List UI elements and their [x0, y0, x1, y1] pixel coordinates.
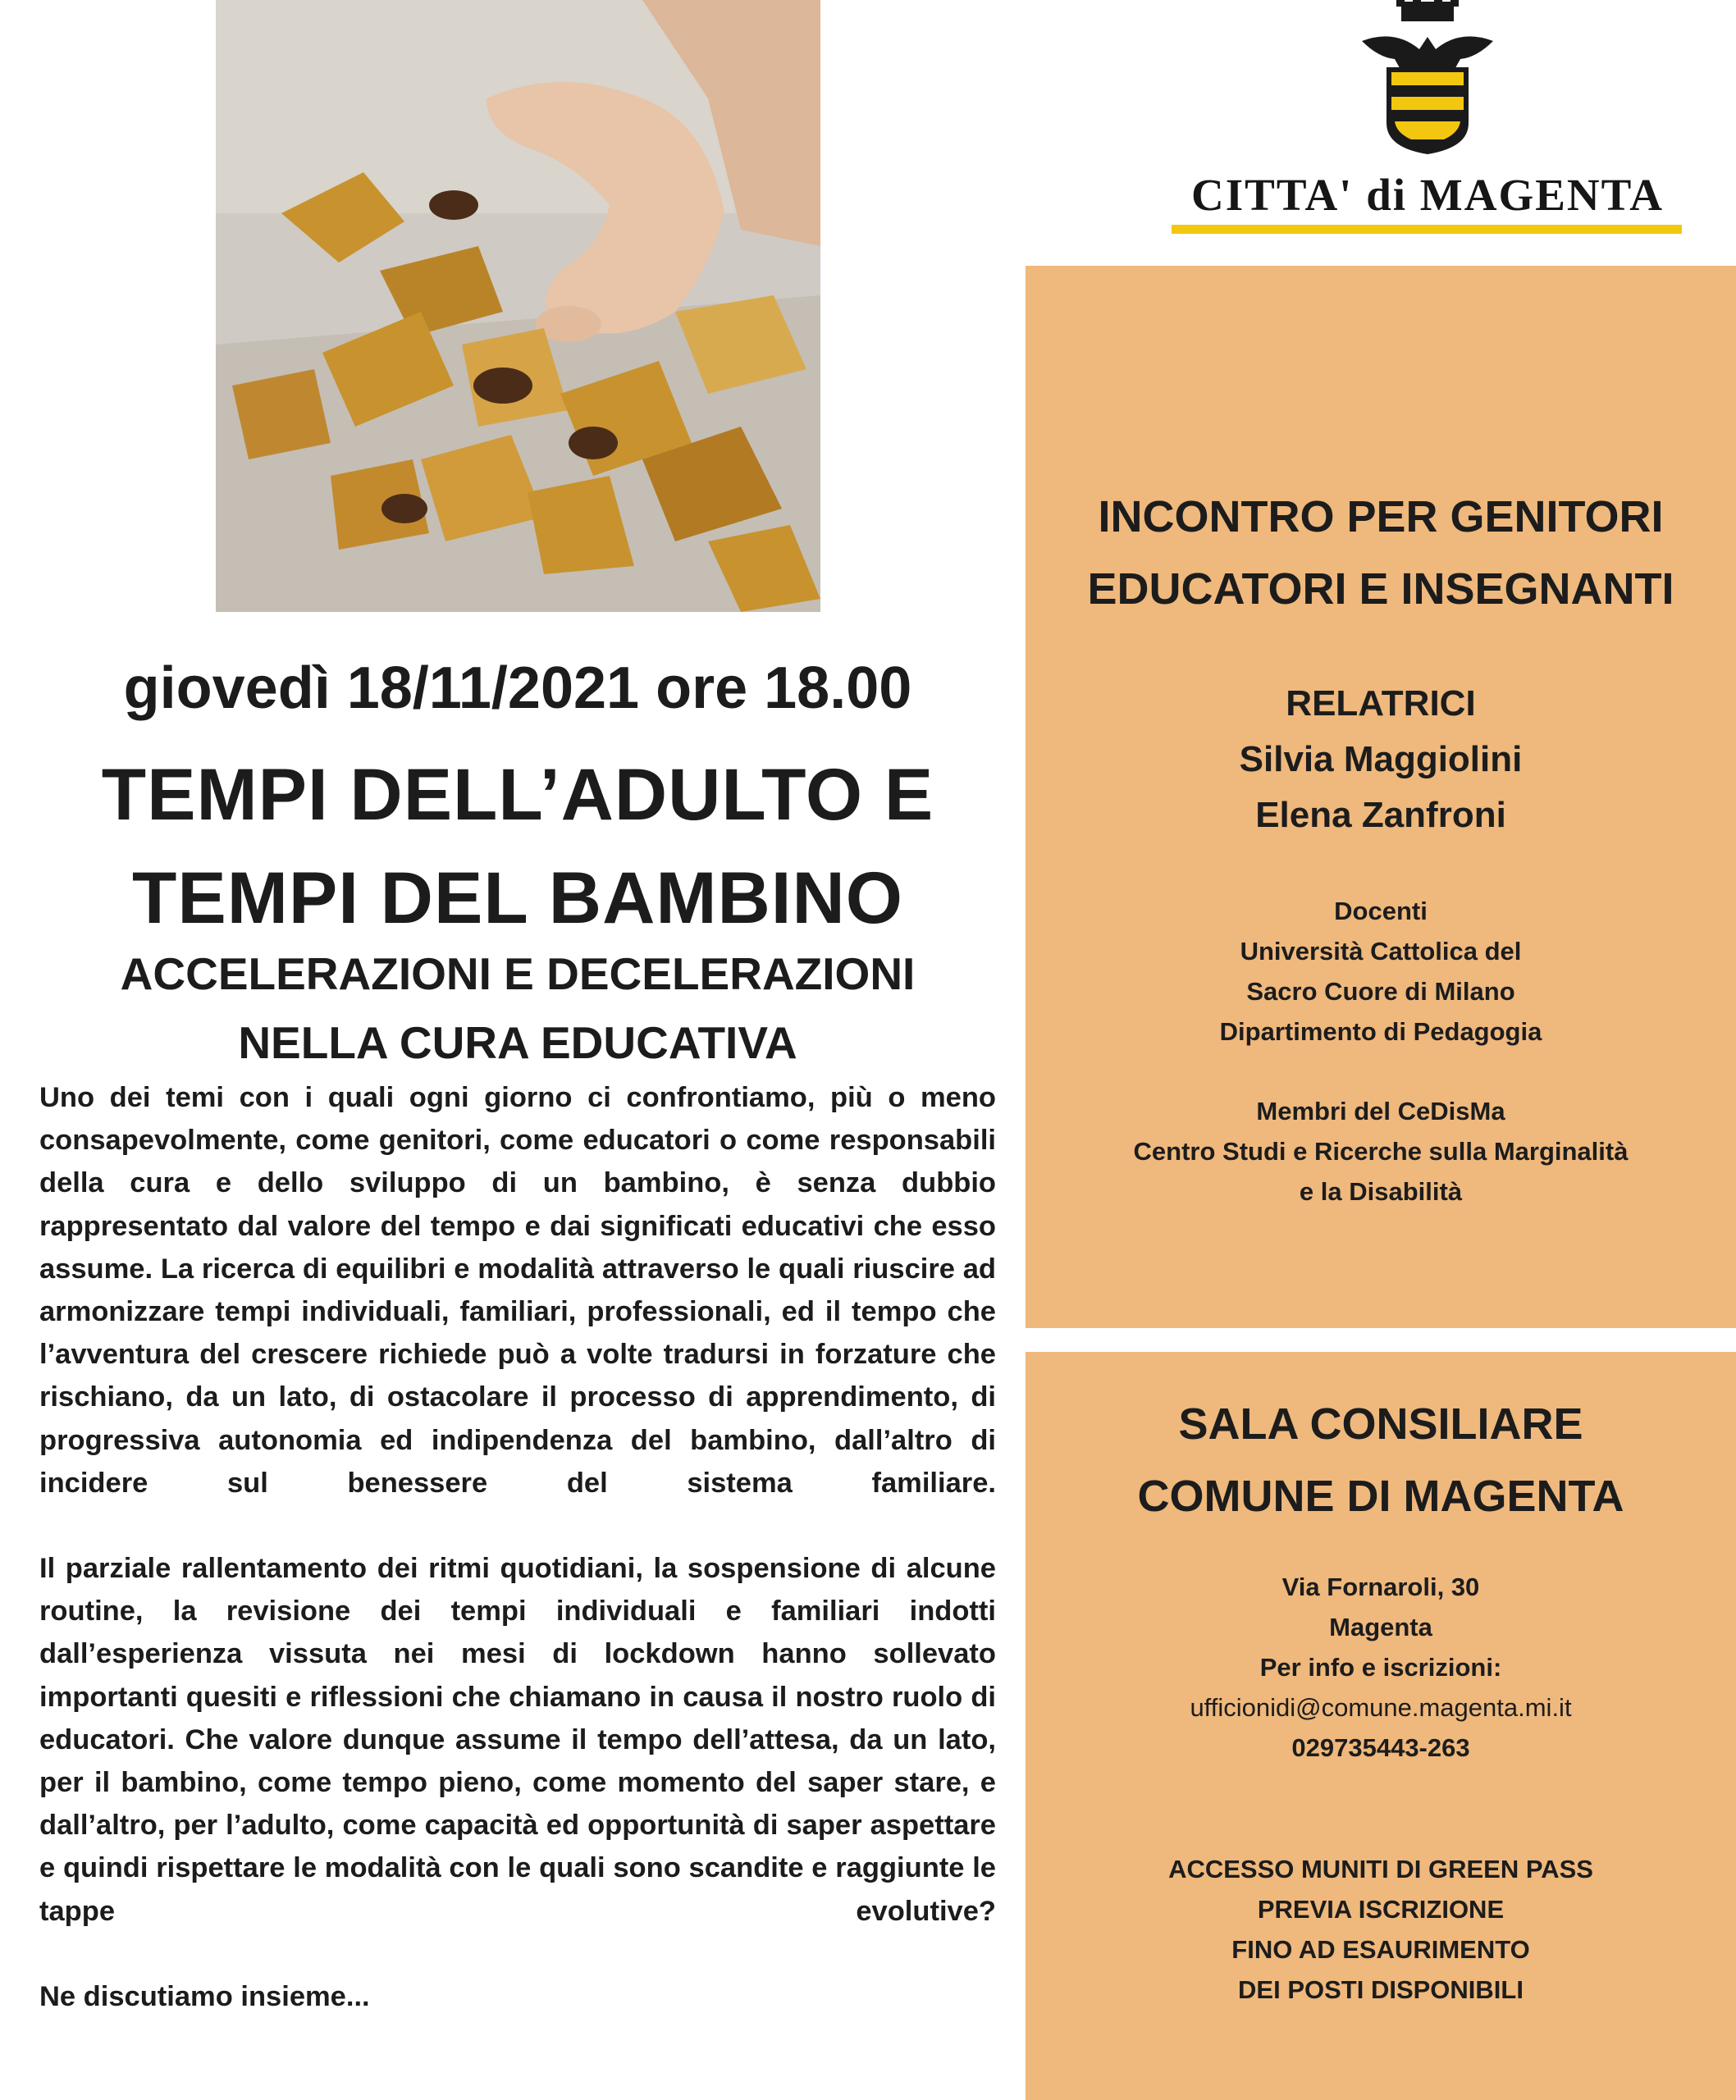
contact-email[interactable]: ufficionidi@comune.magenta.mi.it: [1190, 1693, 1572, 1722]
panel-heading: [1026, 481, 1736, 625]
membership-line: Membri del CeDisMa: [1256, 1097, 1505, 1125]
venue-heading: [1026, 1388, 1736, 1532]
event-photo: [216, 0, 820, 612]
title-line: TEMPI DELL’ADULTO E: [101, 753, 934, 835]
event-title: [39, 742, 996, 949]
city-crest-icon: [1345, 0, 1510, 156]
title-line: TEMPI DEL BAMBINO: [132, 856, 903, 938]
notice-line: ACCESSO MUNITI DI GREEN PASS: [1168, 1855, 1593, 1883]
contact-block: [1026, 1647, 1736, 1768]
membership-block: [1026, 1091, 1736, 1212]
affiliation-line: Dipartimento di Pedagogia: [1219, 1017, 1542, 1046]
address-line: Magenta: [1329, 1613, 1432, 1641]
speakers-label: RELATRICI: [1286, 683, 1476, 724]
event-date: giovedì 18/11/2021 ore 18.00: [123, 655, 912, 721]
event-description: [39, 1076, 996, 2018]
photo-illustration: [216, 0, 820, 612]
info-label: Per info e iscrizioni:: [1259, 1653, 1502, 1682]
subtitle-line: ACCELERAZIONI E DECELERAZIONI: [120, 948, 916, 999]
speaker-name: Silvia Maggiolini: [1239, 739, 1523, 779]
contact-phone[interactable]: 029735443-263: [1291, 1733, 1470, 1762]
heading-line: INCONTRO PER GENITORI: [1098, 492, 1664, 541]
logo-underline: [1172, 225, 1682, 234]
speakers-panel: [1026, 266, 1736, 1328]
city-logo: [1165, 0, 1690, 238]
speakers-block: [1026, 676, 1736, 843]
address-block: [1026, 1567, 1736, 1647]
affiliation-line: Università Cattolica del: [1240, 937, 1522, 966]
affiliation-line: Docenti: [1334, 897, 1428, 925]
notice-line: DEI POSTI DISPONIBILI: [1238, 1975, 1524, 2004]
closing-line: Ne discutiamo insieme...: [39, 1980, 370, 2012]
affiliation-line: Sacro Cuore di Milano: [1246, 977, 1515, 1006]
subtitle-line: NELLA CURA EDUCATIVA: [238, 1017, 797, 1068]
heading-line: SALA CONSILIARE: [1178, 1399, 1583, 1449]
access-notice: [1026, 1849, 1736, 2010]
notice-line: PREVIA ISCRIZIONE: [1257, 1895, 1505, 1924]
heading-line: EDUCATORI E INSEGNANTI: [1087, 564, 1674, 614]
notice-line: FINO AD ESAURIMENTO: [1231, 1935, 1530, 1964]
speaker-name: Elena Zanfroni: [1255, 795, 1506, 835]
address-line: Via Fornaroli, 30: [1281, 1573, 1480, 1601]
affiliation-block: [1026, 891, 1736, 1052]
heading-line: COMUNE DI MAGENTA: [1137, 1472, 1624, 1521]
description-paragraph: Uno dei temi con i quali ogni giorno ci confrontiamo, più o meno consapevolmente, come genitori, come educatori o come responsabili della cura e dello sviluppo di un bambino, è senza dubbio rappresentato dal valore del tempo e dai significati educativi che esso assume. La ricerca di equilibri e modalità attraverso le quali riuscire ad armonizzare tempi individuali, familiari, professionali, ed il tempo che l’avventura del crescere richiede può a volte tradursi in forzature che rischiano, da un lato, di ostacolare il processo di apprendimento, di progressiva autonomia ed indipendenza del bambino, dall’altro di incidere sul benessere del sistema familiare.: [39, 1082, 996, 1499]
description-paragraph: Il parziale rallentamento dei ritmi quotidiani, la sospensione di alcune routine, la revisione dei tempi individuali e familiari indotti dall’esperienza vissuta nei mesi di lockdown hanno sollevato importanti quesiti e riflessioni che chiamano in causa il nostro ruolo di educatori. Che valore dunque assume il tempo dell’attesa, da un lato, per il bambino, come tempo pieno, come momento del saper stare, e dall’altro, per l’adulto, come capacità ed opportunità di saper aspettare e quindi rispettare le modalità con le quali sono scandite e raggiunte le tappe evolutive?: [39, 1553, 996, 1927]
event-subtitle: [39, 939, 996, 1077]
city-name: CITTA' di MAGENTA: [1191, 170, 1664, 220]
membership-line: e la Disabilità: [1299, 1177, 1463, 1206]
membership-line: Centro Studi e Ricerche sulla Marginalità: [1133, 1137, 1629, 1166]
venue-panel: [1026, 1352, 1736, 2100]
